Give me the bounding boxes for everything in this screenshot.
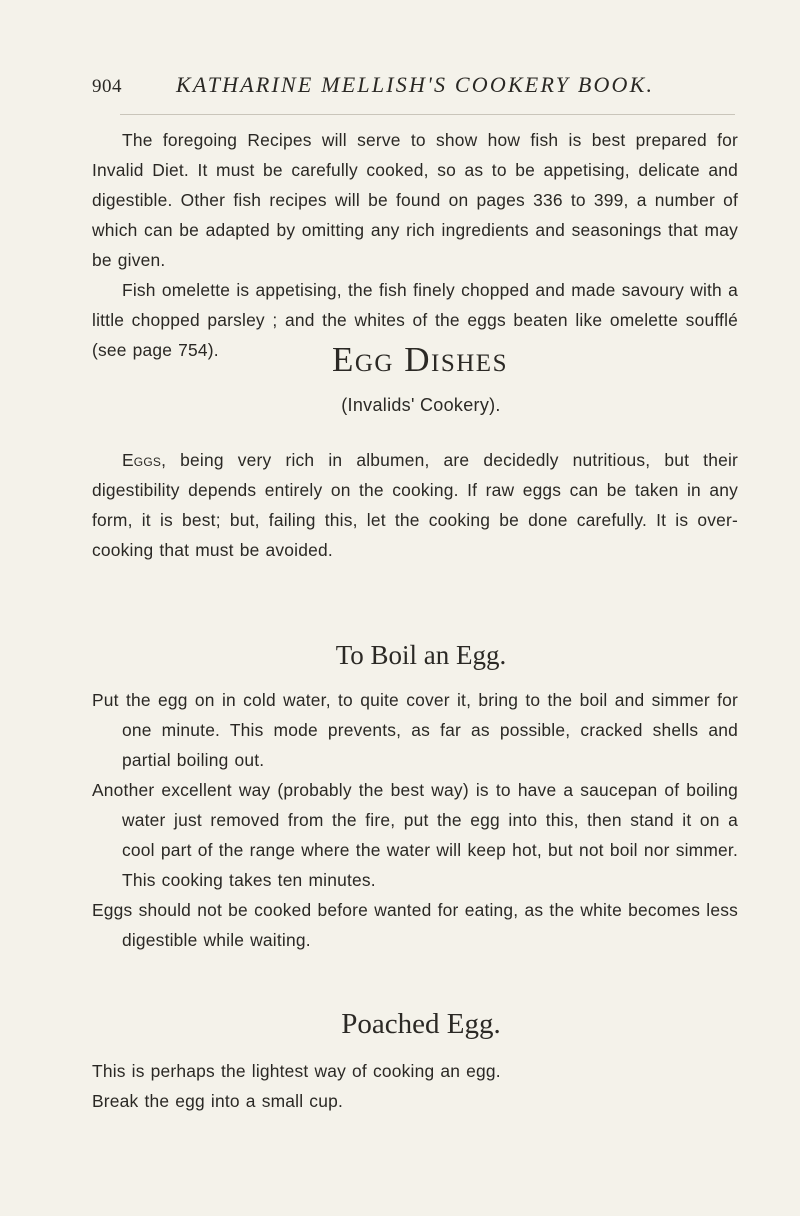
header-rule — [120, 114, 735, 115]
intro-section — [92, 125, 738, 365]
intro-paragraph-2: Fish omelette is appetising, the fish finely chopped and made savoury with a little chopped parsley ; and the whites of the eggs beaten like omelette soufflé (see page 754). — [92, 280, 738, 360]
egg-dishes-section — [92, 445, 738, 565]
page-number: 904 — [92, 76, 122, 97]
boil-egg-paragraph-2: Another excellent way (probably the best way) is to have a saucepan of boiling water just removed from the fire, put the egg into this, then stand it on a cool part of the range where the water will keep hot, but not boil nor simmer. This cooking takes ten minutes. — [92, 780, 738, 890]
poached-egg-section — [92, 1056, 738, 1116]
boil-egg-paragraph-1: Put the egg on in cold water, to quite cover it, bring to the boil and simmer for one minute. This mode prevents, as far as possible, cracked shells and partial boiling out. — [92, 690, 738, 770]
boil-egg-heading: To Boil an Egg. — [335, 640, 507, 670]
poached-egg-heading: Poached Egg. — [341, 1008, 501, 1040]
boil-egg-section — [92, 685, 738, 955]
page-header — [92, 68, 742, 108]
egg-dishes-heading: Egg Dishes — [332, 340, 508, 379]
poached-egg-paragraph-2: Break the egg into a small cup. — [92, 1091, 343, 1111]
egg-dishes-paragraph — [92, 445, 738, 565]
boil-egg-paragraph-3: Eggs should not be cooked before wanted for eating, as the white becomes less digestible while waiting. — [92, 900, 738, 950]
egg-dishes-subtitle: (Invalids' Cookery). — [341, 395, 501, 415]
poached-egg-paragraph-1: This is perhaps the lightest way of cooking an egg. — [92, 1061, 501, 1081]
intro-paragraph-1: The foregoing Recipes will serve to show how fish is best prepared for Invalid Diet. It must be carefully cooked, so as to be appetising, delicate and digestible. Other fish recipes will be found on pages 336 to 399, a number of which can be adapted by omitting any rich ingredients and seasonings that may be given. — [92, 130, 738, 270]
running-title: KATHARINE MELLISH'S COOKERY BOOK. — [176, 72, 655, 97]
egg-dishes-paragraph-text: being very rich in albumen, are decidedly nutritious, but their digestibility depends entirely on the cooking. If raw eggs can be taken in any form, it is best; but, failing this, let the cooking be done carefully. It is over-cooking that must be avoided. — [92, 450, 738, 560]
egg-dishes-lead-word: Eggs, — [122, 450, 167, 470]
